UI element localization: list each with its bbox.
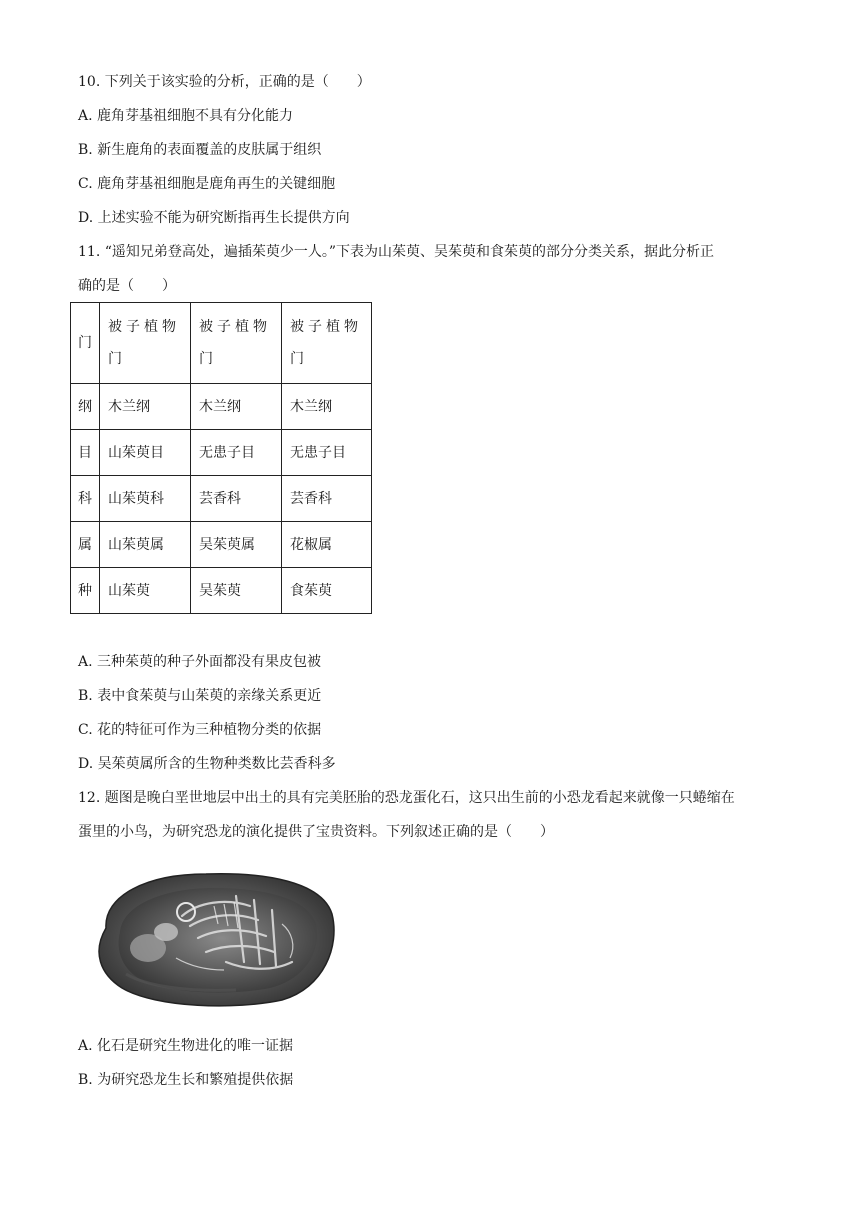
q11-stem-line2: 确的是（ ） bbox=[78, 278, 176, 294]
table-cell: 山茱萸属 bbox=[100, 522, 191, 568]
table-cell: 芸香科 bbox=[282, 476, 372, 522]
table-cell: 木兰纲 bbox=[191, 384, 282, 430]
table-cell: 山茱萸科 bbox=[100, 476, 191, 522]
q12-stem-line2: 蛋里的小鸟，为研究恐龙的演化提供了宝贵资料。下列叙述正确的是（ ） bbox=[78, 824, 554, 840]
table-cell-text: 被子植物门 bbox=[290, 319, 362, 367]
q11-stem-line1: 11. “遥知兄弟登高处，遍插茱萸少一人。”下表为山茱萸、吴茱萸和食茱萸的部分分类关系，据此分析正 bbox=[78, 244, 715, 260]
table-cell: 山茱萸 bbox=[100, 568, 191, 614]
table-cell: 吴茱萸 bbox=[191, 568, 282, 614]
table-rank-cell: 目 bbox=[71, 430, 100, 476]
table-rank-cell: 门 bbox=[71, 303, 100, 384]
table-cell: 木兰纲 bbox=[282, 384, 372, 430]
table-cell-text: 被子植物门 bbox=[199, 319, 271, 367]
table-cell bbox=[100, 303, 191, 384]
table-rank-cell: 种 bbox=[71, 568, 100, 614]
table-row bbox=[71, 476, 372, 522]
table-rank-cell: 科 bbox=[71, 476, 100, 522]
table-row bbox=[71, 568, 372, 614]
table-cell bbox=[282, 303, 372, 384]
q10-option-c: C. 鹿角芽基祖细胞是鹿角再生的关键细胞 bbox=[78, 176, 336, 192]
q10-stem: 10. 下列关于该实验的分析，正确的是（ ） bbox=[78, 74, 371, 90]
table-cell: 木兰纲 bbox=[100, 384, 191, 430]
table-cell bbox=[191, 303, 282, 384]
table-row bbox=[71, 522, 372, 568]
q10-option-a: A. 鹿角芽基祖细胞不具有分化能力 bbox=[78, 108, 294, 124]
q10-option-d: D. 上述实验不能为研究断指再生长提供方向 bbox=[78, 210, 350, 226]
table-cell: 食茱萸 bbox=[282, 568, 372, 614]
q11-option-a: A. 三种茱萸的种子外面都没有果皮包被 bbox=[78, 654, 322, 670]
table-cell: 花椒属 bbox=[282, 522, 372, 568]
table-cell: 吴茱萸属 bbox=[191, 522, 282, 568]
q11-option-c: C. 花的特征可作为三种植物分类的依据 bbox=[78, 722, 322, 738]
classification-table bbox=[70, 302, 372, 614]
q12-option-b: B. 为研究恐龙生长和繁殖提供依据 bbox=[78, 1072, 294, 1088]
table-rank-cell: 属 bbox=[71, 522, 100, 568]
q11-option-b: B. 表中食茱萸与山茱萸的亲缘关系更近 bbox=[78, 688, 322, 704]
q10-option-b: B. 新生鹿角的表面覆盖的皮肤属于组织 bbox=[78, 142, 322, 158]
table-cell: 无患子目 bbox=[191, 430, 282, 476]
q12-option-a: A. 化石是研究生物进化的唯一证据 bbox=[78, 1038, 294, 1054]
table-row bbox=[71, 303, 372, 384]
table-cell: 无患子目 bbox=[282, 430, 372, 476]
table-cell: 山茱萸目 bbox=[100, 430, 191, 476]
dinosaur-egg-fossil-image bbox=[86, 866, 338, 1008]
table-row bbox=[71, 430, 372, 476]
table-cell-text: 被子植物门 bbox=[108, 319, 180, 367]
table-row bbox=[71, 384, 372, 430]
table-cell: 芸香科 bbox=[191, 476, 282, 522]
q11-option-d: D. 吴茱萸属所含的生物种类数比芸香科多 bbox=[78, 756, 336, 772]
q12-stem-line1: 12. 题图是晚白垩世地层中出土的具有完美胚胎的恐龙蛋化石，这只出生前的小恐龙看起来就像一只蜷缩在 bbox=[78, 790, 735, 806]
table-rank-cell: 纲 bbox=[71, 384, 100, 430]
